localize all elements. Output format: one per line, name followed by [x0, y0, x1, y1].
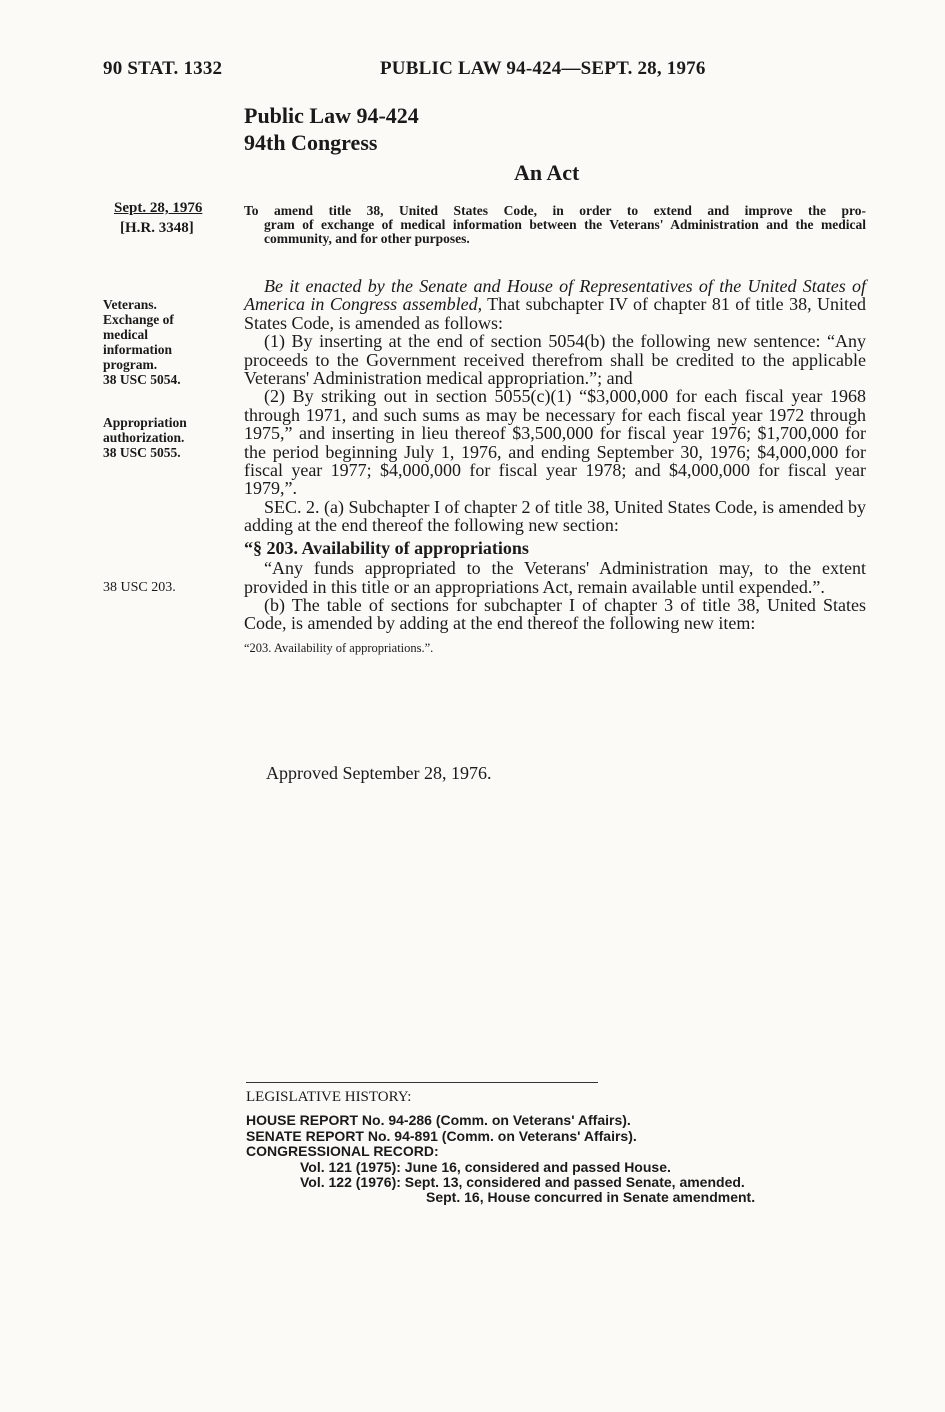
legislative-history	[246, 1090, 755, 1206]
act-summary	[244, 204, 866, 246]
house-report: HOUSE REPORT No. 94-286 (Comm. on Veterans' Affairs).	[246, 1112, 631, 1129]
divider	[246, 1082, 598, 1083]
new-table-item: “203. Availability of appropriations.”.	[244, 640, 434, 655]
summary-rest: gram of exchange of medical information between the Veterans' Administration and the medical community, and for other purposes.	[264, 217, 866, 246]
margin-note-203: 38 USC 203.	[103, 580, 176, 595]
section-203-text: “Any funds appropriated to the Veterans' Administration may, to the extent provided in this title or an appropriations Act, remain available until expended.”.	[244, 558, 866, 597]
section-2a: SEC. 2. (a) Subchapter I of chapter 2 of title 38, United States Code, is amended by adding at the end thereof the following new section:	[244, 496, 866, 536]
summary-line1: To amend title 38, United States Code, in order to extend and improve the pro-	[244, 203, 866, 218]
margin-note-veterans: Veterans. Exchange of medical information program. 38 USC 5054.	[103, 297, 181, 387]
approval-line: Approved September 28, 1976.	[266, 763, 492, 783]
enacting-clause: Be it enacted by the Senate and House of Representatives of the United States of America in Congress assembled, That subchapter IV of chapter 81 of title 38, United States Code, is amended as follows:	[244, 276, 867, 333]
record-vol-121: Vol. 121 (1975): June 16, considered and passed House.	[300, 1158, 671, 1175]
section-203-heading: “§ 203. Availability of appropriations	[244, 537, 529, 558]
act-body	[244, 277, 866, 657]
senate-report: SENATE REPORT No. 94-891 (Comm. on Veterans' Affairs).	[246, 1127, 637, 1144]
running-title: PUBLIC LAW 94-424—SEPT. 28, 1976	[380, 58, 706, 79]
margin-note-appropriation: Appropriation authorization. 38 USC 5055.	[103, 415, 187, 460]
record-vol-122-concur: Sept. 16, House concurred in Senate amendment.	[426, 1189, 756, 1206]
stat-page-number: 90 STAT. 1332	[103, 58, 223, 79]
margin-date: Sept. 28, 1976	[114, 200, 203, 216]
paragraph-1: (1) By inserting at the end of section 5054(b) the following new sentence: “Any proceeds to the Government received therefrom shall be credited to the applicable Veterans' Administration medical appropriation.”; and	[244, 331, 866, 389]
congressional-record: CONGRESSIONAL RECORD:	[246, 1143, 439, 1160]
public-law-title: Public Law 94-424	[244, 103, 419, 128]
congress-title: 94th Congress	[244, 130, 378, 155]
record-vol-122: Vol. 122 (1976): Sept. 13, considered and passed Senate, amended.	[300, 1174, 745, 1191]
margin-bill-number: [H.R. 3348]	[120, 220, 194, 236]
paragraph-2: (2) By striking out in section 5055(c)(1) “$3,000,000 for each fiscal year 1968 through 1971, and such sums as may be necessary for each fiscal year 1972 through 1975,” and inserting in lieu thereof $3,500,000 for fiscal year 1976; $1,700,000 for the period beginning July 1, 1976, and ending September 30, 1976; $4,000,000 for fiscal year 1977; $4,000,000 for fiscal year 1978; and $4,000,000 for fiscal year 1979,”.	[244, 386, 866, 499]
section-2b: (b) The table of sections for subchapter I of chapter 3 of title 38, United States Code, is amended by adding at the end thereof the following new item:	[244, 594, 866, 634]
an-act-heading: An Act	[514, 160, 580, 185]
legislative-history-title: LEGISLATIVE HISTORY:	[246, 1089, 412, 1105]
